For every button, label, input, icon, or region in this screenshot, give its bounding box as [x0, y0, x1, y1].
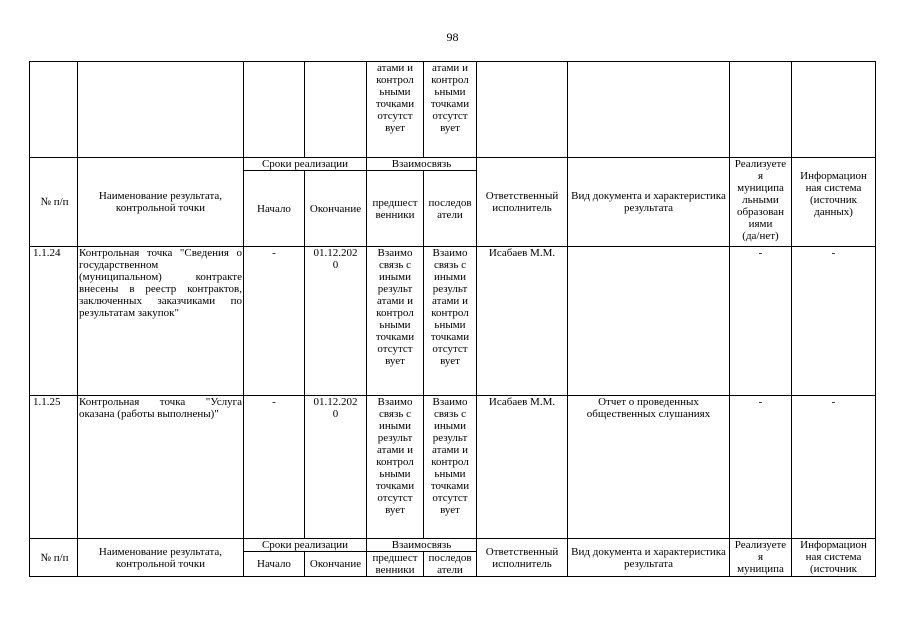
repeat-header-row-1 [30, 539, 876, 552]
row-doc [568, 247, 730, 396]
table-row [30, 396, 876, 539]
header-start: Начало [244, 552, 305, 577]
row-pred: Взаимо связь с иными результ атами и контрол ьными точками отсутст вует [367, 247, 424, 396]
header-pred: предшест венники [367, 552, 424, 577]
header-info: Информацион ная система (источник [792, 539, 876, 577]
cont-pred-cell: атами и контрол ьными точками отсутст вует [367, 62, 424, 158]
header-num: № п/п [30, 539, 78, 577]
row-start: - [244, 396, 305, 539]
header-num: № п/п [30, 158, 78, 247]
page-number: 98 [446, 30, 459, 44]
header-start: Начало [244, 171, 305, 247]
continuation-row [30, 62, 876, 158]
row-start: - [244, 247, 305, 396]
row-pred: Взаимо связь с иными результ атами и контрол ьными точками отсутст вует [367, 396, 424, 539]
row-name: Контрольная точка "Сведения о государственном (муниципальном) контракте внесены в реестр контрактов, заключенных заказчиками по результатам закупок" [78, 247, 244, 396]
cont-succ-cell: атами и контрол ьными точками отсутст вует [424, 62, 477, 158]
row-end: 01.12.202 0 [305, 396, 367, 539]
header-end: Окончание [305, 171, 367, 247]
header-name: Наименование результата, контрольной точки [78, 539, 244, 577]
header-succ: последов атели [424, 171, 477, 247]
row-resp: Исабаев М.М. [477, 396, 568, 539]
header-succ: последов атели [424, 552, 477, 577]
header-relation: Взаимосвязь [367, 539, 477, 552]
results-table [29, 61, 876, 577]
header-terms: Сроки реализации [244, 539, 367, 552]
row-realized: - [730, 247, 792, 396]
header-row-1 [30, 158, 876, 171]
header-resp: Ответственный исполнитель [477, 539, 568, 577]
header-doc: Вид документа и характеристика результата [568, 158, 730, 247]
row-name: Контрольная точка "Услуга оказана (работы выполнены)" [78, 396, 244, 539]
row-num: 1.1.25 [30, 396, 78, 539]
header-resp: Ответственный исполнитель [477, 158, 568, 247]
header-terms: Сроки реализации [244, 158, 367, 171]
header-realized: Реализуете я муниципа [730, 539, 792, 577]
header-pred: предшест венники [367, 171, 424, 247]
header-info: Информацион ная система (источник данных) [792, 158, 876, 247]
row-num: 1.1.24 [30, 247, 78, 396]
row-end: 01.12.202 0 [305, 247, 367, 396]
row-succ: Взаимо связь с иными результ атами и контрол ьными точками отсутст вует [424, 396, 477, 539]
row-resp: Исабаев М.М. [477, 247, 568, 396]
row-info: - [792, 247, 876, 396]
row-succ: Взаимо связь с иными результ атами и контрол ьными точками отсутст вует [424, 247, 477, 396]
header-realized: Реализуете я муниципа льными образован иями (да/нет) [730, 158, 792, 247]
row-info: - [792, 396, 876, 539]
table-row [30, 247, 876, 396]
header-relation: Взаимосвязь [367, 158, 477, 171]
row-doc: Отчет о проведенных общественных слушаниях [568, 396, 730, 539]
header-end: Окончание [305, 552, 367, 577]
header-doc: Вид документа и характеристика результата [568, 539, 730, 577]
row-realized: - [730, 396, 792, 539]
header-name: Наименование результата, контрольной точки [78, 158, 244, 247]
